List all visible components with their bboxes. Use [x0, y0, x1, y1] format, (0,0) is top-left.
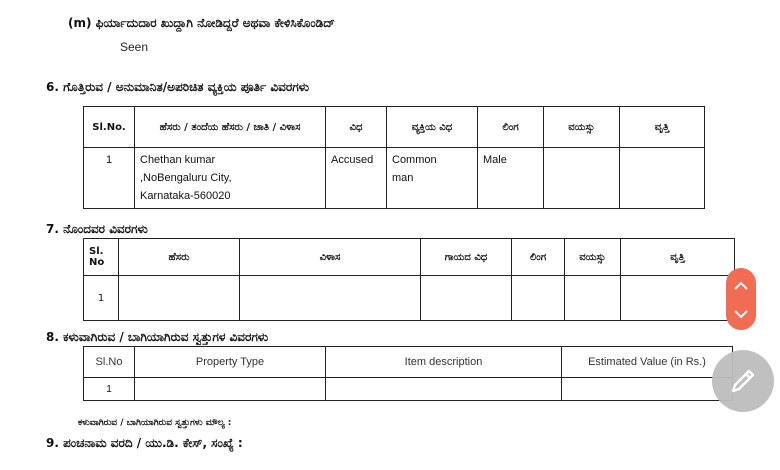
- header-item-description: Item description: [326, 347, 562, 378]
- property-table: [83, 346, 733, 401]
- header-occupation: ವೃತ್ತಿ: [620, 107, 705, 148]
- header-person-type: ವ್ಯಕ್ತಿಯ ವಿಧ: [387, 107, 478, 148]
- cell-name-address: [135, 148, 326, 209]
- chevron-down-icon[interactable]: [734, 304, 748, 323]
- cell-gender: Male: [478, 148, 544, 209]
- name-line: Chethan kumar: [140, 154, 216, 166]
- pencil-icon: [729, 367, 757, 395]
- cell-slno: 1: [84, 276, 119, 321]
- address-line: ,NoBengaluru City,: [140, 172, 232, 184]
- person-type-line: man: [392, 172, 414, 184]
- item-m-value: Seen: [120, 40, 149, 54]
- cell-age: [544, 148, 620, 209]
- section-9-title: 9. ಪಂಚನಾಮ ವರದಿ / ಯು.ಡಿ. ಕೇಸ್, ಸಂಖ್ಯೆ :: [46, 436, 243, 450]
- header-type: ವಿಧ: [326, 107, 387, 148]
- header-age: ವಯಸ್ಸು: [544, 107, 620, 148]
- header-injury-type: ಗಾಯದ ವಿಧ: [421, 239, 512, 276]
- header-gender: ಲಿಂಗ: [478, 107, 544, 148]
- header-address: ವಿಳಾಸ: [240, 239, 421, 276]
- cell-gender: [512, 276, 565, 321]
- edit-button[interactable]: [712, 350, 774, 412]
- header-slno: Sl.No: [84, 347, 135, 378]
- chevron-up-icon[interactable]: [734, 276, 748, 295]
- person-type-line: Common: [392, 154, 437, 166]
- header-name: ಹೆಸರು: [119, 239, 240, 276]
- cell-person-type: [387, 148, 478, 209]
- cell-age: [565, 276, 621, 321]
- cell-slno: 1: [84, 378, 135, 401]
- header-gender: ಲಿಂಗ: [512, 239, 565, 276]
- scroll-control[interactable]: [726, 268, 756, 330]
- cell-estimated-value: [562, 378, 733, 401]
- header-age: ವಯಸ್ಸು: [565, 239, 621, 276]
- cell-occupation: [621, 276, 735, 321]
- header-name-address: ಹೆಸರು / ತಂದೆಯ ಹೆಸರು / ಜಾತಿ / ವಿಳಾಸ: [135, 107, 326, 148]
- cell-occupation: [620, 148, 705, 209]
- section-8-title: 8. ಕಳುವಾಗಿರುವ / ಬಾಗಿಯಾಗಿರುವ ಸ್ವತ್ತುಗಳ ವಿವರಗಳು: [46, 330, 269, 344]
- cell-slno: 1: [84, 148, 135, 209]
- suspect-table: [83, 106, 705, 209]
- header-estimated-value: Estimated Value (in Rs.): [562, 347, 733, 378]
- cell-address: [240, 276, 421, 321]
- cell-name: [119, 276, 240, 321]
- header-slno: Sl. No: [84, 239, 119, 276]
- cell-type: Accused: [326, 148, 387, 209]
- property-value-note: ಕಳುವಾಗಿರುವ / ಬಾಗಿಯಾಗಿರುವ ಸ್ವತ್ತುಗಳು ಮೌಲ್ಯ :: [78, 418, 232, 428]
- address-line: Karnataka-560020: [140, 190, 231, 202]
- table-row: [84, 378, 733, 401]
- cell-property-type: [135, 378, 326, 401]
- header-slno: Sl.No.: [84, 107, 135, 148]
- section-7-title: 7. ನೊಂದವರ ವಿವರಗಳು: [46, 222, 148, 236]
- cell-injury-type: [421, 276, 512, 321]
- victim-table: [83, 238, 735, 321]
- table-row: [84, 276, 735, 321]
- header-property-type: Property Type: [135, 347, 326, 378]
- item-m-label: (m) ಫಿರ್ಯಾದುದಾರ ಖುದ್ದಾಗಿ ನೋಡಿದ್ದರೆ ಅಥವಾ ಕೇಳಿಸಿಕೊಂಡಿದ್: [68, 16, 335, 30]
- header-occupation: ವೃತ್ತಿ: [621, 239, 735, 276]
- cell-item-description: [326, 378, 562, 401]
- table-row: [84, 148, 705, 209]
- section-6-title: 6. ಗೊತ್ತಿರುವ / ಅನುಮಾನಿತ/ಅಪರಿಚಿತ ವ್ಯಕ್ತಿಯ ಪೂರ್ತಿ ವಿವರಗಳು: [46, 80, 310, 94]
